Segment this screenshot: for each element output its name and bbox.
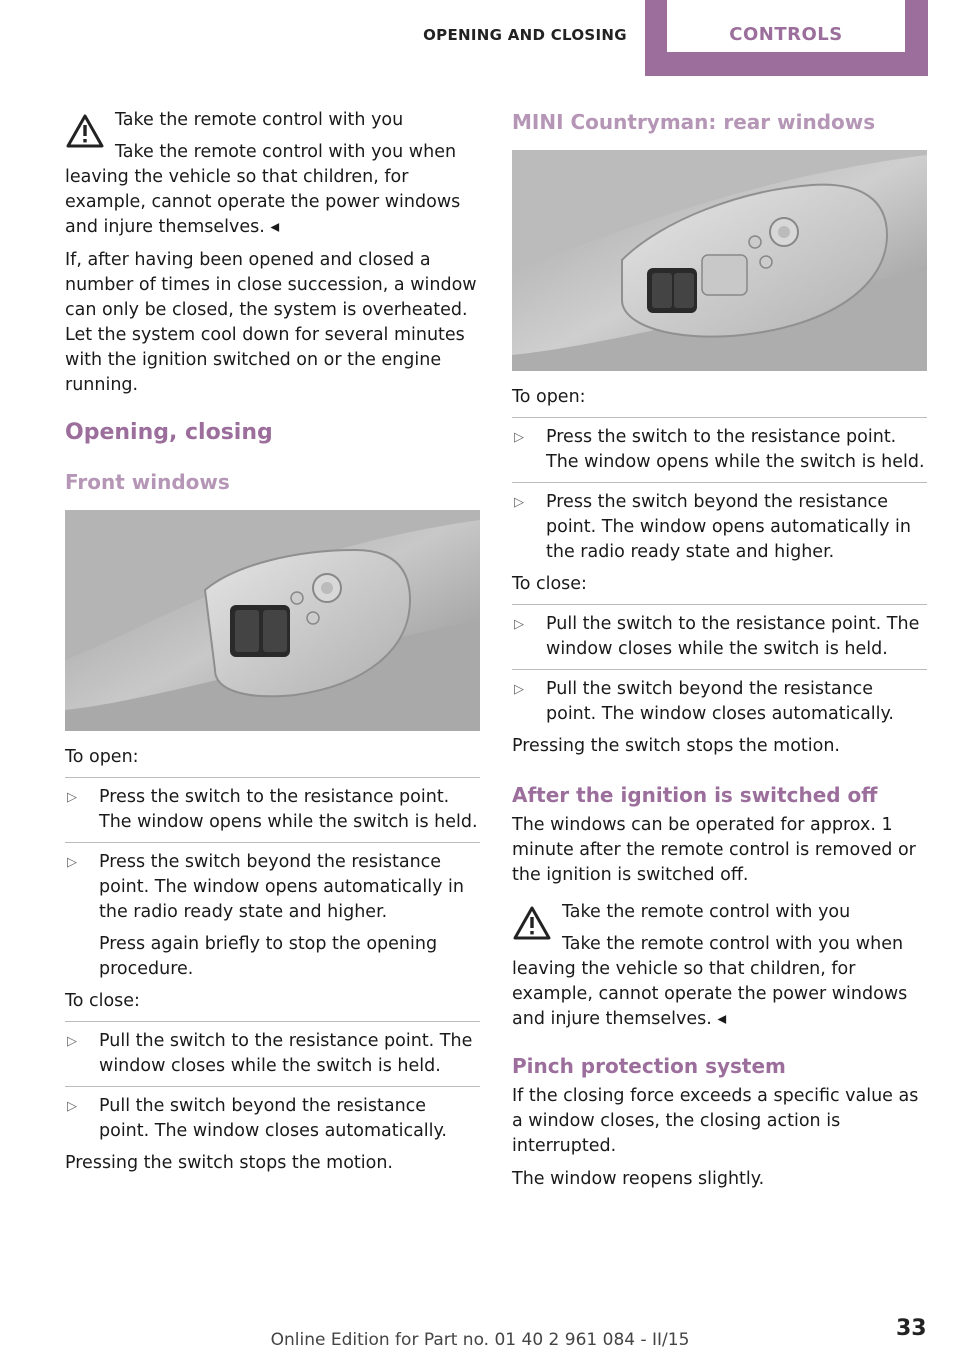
- triangle-bullet-icon: ▷: [67, 1099, 77, 1114]
- to-open-label: To open:: [65, 747, 139, 767]
- warning-triangle-icon: [65, 112, 105, 150]
- heading-rear-windows: MINI Countryman: rear windows: [512, 110, 876, 134]
- rear-window-switch-photo: [512, 150, 927, 371]
- triangle-bullet-icon: ▷: [514, 495, 524, 510]
- left-column: [65, 108, 480, 1176]
- warning-body: Take the remote control with you when leaving the vehicle so that children, for example, cannot operate the power windows and injure themselves. ◂: [512, 934, 908, 1029]
- triangle-bullet-icon: ▷: [514, 617, 524, 632]
- footer-edition: Online Edition for Part no. 01 40 2 961 084 - II/15: [270, 1330, 690, 1350]
- reopen-paragraph: The window reopens slightly.: [512, 1169, 765, 1189]
- list-item: ▷ Press the switch to the resistance point. The window opens while the switch is held.: [65, 777, 480, 842]
- warning-block: [512, 900, 927, 1032]
- triangle-bullet-icon: ▷: [514, 430, 524, 445]
- chapter-tab: [645, 0, 928, 76]
- to-open-label: To open:: [512, 387, 586, 407]
- list-item: ▷ Pull the switch beyond the resistance point. The window closes automatically.: [65, 1086, 480, 1151]
- list-item: ▷ Press the switch beyond the resistance point. The window opens automatically in the radio ready state and higher.: [512, 482, 927, 572]
- triangle-bullet-icon: ▷: [67, 790, 77, 805]
- heading-pinch-protection: Pinch protection system: [512, 1054, 786, 1078]
- triangle-bullet-icon: ▷: [67, 855, 77, 870]
- chapter-tab-label: CONTROLS: [667, 0, 905, 52]
- list-item-subtext: Press again briefly to stop the opening procedure.: [99, 934, 438, 979]
- overheat-paragraph: If, after having been opened and closed a number of times in close succession, a window can only be closed, the system is overheated. Let the system cool down for several minutes with the ignition switched on or the engine running.: [65, 250, 477, 395]
- warning-block: [65, 108, 480, 240]
- to-close-label: To close:: [65, 991, 140, 1011]
- stop-motion-text: Pressing the switch stops the motion.: [512, 736, 840, 756]
- running-header-section: OPENING AND CLOSING: [423, 26, 627, 44]
- front-window-switch-photo: [65, 510, 480, 731]
- warning-triangle-icon: [512, 904, 552, 942]
- heading-opening-closing: Opening, closing: [65, 420, 273, 445]
- list-item: ▷ Pull the switch to the resistance point. The window closes while the switch is held.: [512, 604, 927, 669]
- heading-front-windows: Front windows: [65, 470, 230, 494]
- open-steps-list: [512, 417, 927, 572]
- triangle-bullet-icon: ▷: [514, 682, 524, 697]
- heading-after-ignition: After the ignition is switched off: [512, 783, 878, 807]
- warning-title: Take the remote control with you: [115, 110, 404, 130]
- warning-title: Take the remote control with you: [562, 902, 851, 922]
- to-close-label: To close:: [512, 574, 587, 594]
- list-item: ▷ Press the switch to the resistance point. The window opens while the switch is held.: [512, 417, 927, 482]
- list-item: ▷ Press the switch beyond the resistance point. The window opens automatically in the radio ready state and higher. Press again briefly to stop the opening procedure.: [65, 842, 480, 989]
- list-item: ▷ Pull the switch to the resistance point. The window closes while the switch is held.: [65, 1021, 480, 1086]
- after-ignition-paragraph: The windows can be operated for approx. 1 minute after the remote control is removed or the ignition is switched off.: [512, 815, 916, 885]
- close-steps-list: [512, 604, 927, 734]
- right-column: [512, 108, 927, 1192]
- page-number: 33: [896, 1316, 927, 1341]
- list-item: ▷ Pull the switch beyond the resistance point. The window closes automatically.: [512, 669, 927, 734]
- open-steps-list: [65, 777, 480, 989]
- close-steps-list: [65, 1021, 480, 1151]
- warning-body: Take the remote control with you when leaving the vehicle so that children, for example, cannot operate the power windows and injure themselves. ◂: [65, 142, 461, 237]
- stop-motion-text: Pressing the switch stops the motion.: [65, 1153, 393, 1173]
- pinch-paragraph: If the closing force exceeds a specific value as a window closes, the closing action is interrupted.: [512, 1086, 919, 1156]
- triangle-bullet-icon: ▷: [67, 1034, 77, 1049]
